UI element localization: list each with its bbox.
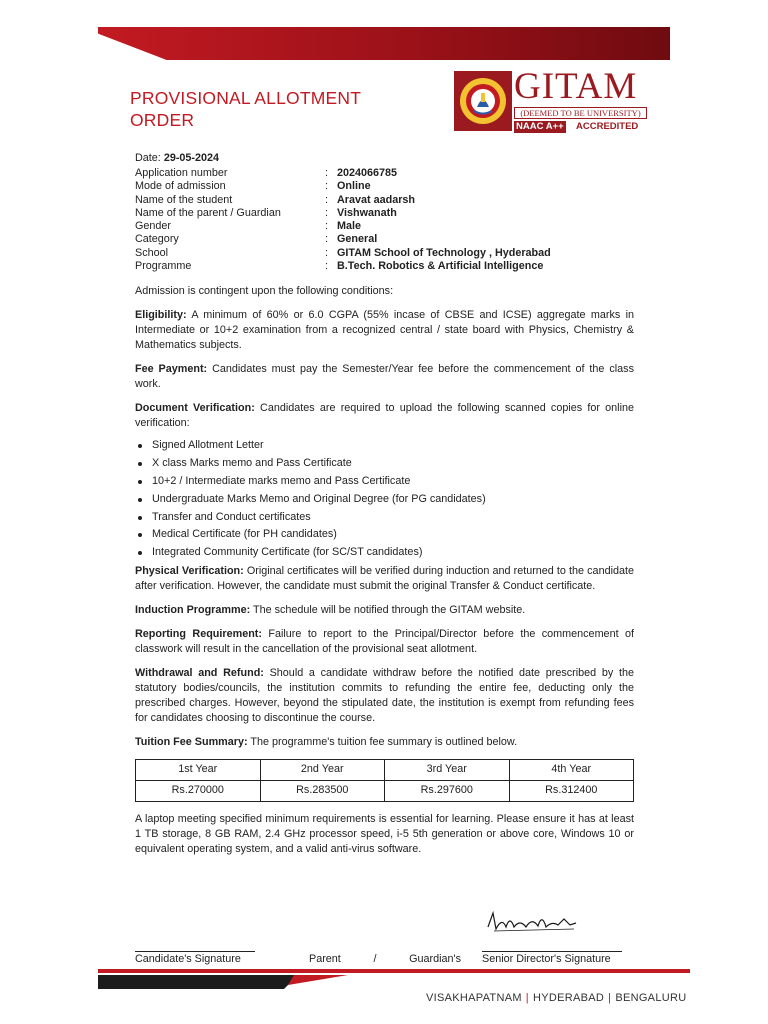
detail-value: Vishwanath bbox=[337, 206, 397, 219]
list-item: Signed Allotment Letter bbox=[135, 437, 634, 455]
naac-badge: NAAC A++ bbox=[516, 121, 564, 132]
candidate-signature-label: Candidate's Signature bbox=[135, 953, 241, 965]
detail-label: Programme bbox=[135, 260, 192, 273]
footer-campuses: VISAKHAPATNAM | HYDERABAD | BENGALURU bbox=[426, 992, 687, 1004]
accredited-label: ACCREDITED bbox=[576, 121, 639, 132]
list-item: Medical Certificate (for PH candidates) bbox=[135, 526, 634, 544]
logo-brand: GITAM bbox=[514, 66, 638, 107]
director-signature-label: Senior Director's Signature bbox=[482, 953, 611, 965]
reporting-heading: Reporting Requirement: bbox=[135, 627, 262, 640]
table-row bbox=[136, 780, 634, 801]
list-item: 10+2 / Intermediate marks memo and Pass Certificate bbox=[135, 473, 634, 491]
physical-verification-text: Original certificates will be verified during induction and returned to the candidate after verification. However, the candidate must submit the original Transfer & Conduct certificate. bbox=[135, 564, 634, 592]
list-item: Transfer and Conduct certificates bbox=[135, 509, 634, 527]
list-item: Undergraduate Marks Memo and Original Degree (for PG candidates) bbox=[135, 491, 634, 509]
tuition-text: The programme's tuition fee summary is outlined below. bbox=[247, 735, 518, 748]
detail-value: General bbox=[337, 233, 378, 246]
eligibility-paragraph bbox=[135, 308, 634, 353]
detail-row: Name of the student : Aravat aadarsh bbox=[135, 193, 416, 206]
fee-payment-heading: Fee Payment: bbox=[135, 363, 208, 376]
detail-label: Application number bbox=[135, 167, 228, 179]
detail-label: Mode of admission bbox=[135, 180, 226, 193]
table-header-cell: 4th Year bbox=[509, 759, 634, 780]
detail-row: Name of the parent / Guardian : Vishwanath bbox=[135, 206, 397, 219]
date-value: 29-05-2024 bbox=[163, 152, 220, 164]
detail-row: Application number : 2024066785 bbox=[135, 167, 398, 179]
table-cell: Rs.270000 bbox=[136, 780, 261, 801]
fee-payment-paragraph bbox=[135, 362, 634, 392]
gitam-seal-icon bbox=[454, 71, 512, 131]
withdrawal-paragraph bbox=[135, 666, 634, 726]
detail-row: Programme : B.Tech. Robotics & Artificial Intelligence bbox=[135, 260, 544, 273]
eligibility-heading: Eligibility: bbox=[135, 309, 187, 322]
withdrawal-heading: Withdrawal and Refund: bbox=[135, 666, 264, 679]
campus-name: BENGALURU bbox=[615, 992, 687, 1004]
document-verification-heading: Document Verification: bbox=[135, 402, 255, 415]
detail-row: Gender : Male bbox=[135, 220, 362, 233]
footer-banner bbox=[98, 969, 690, 991]
applicant-details bbox=[135, 167, 634, 273]
logo-deemed: (DEEMED TO BE UNIVERSITY) bbox=[514, 107, 647, 119]
signature-row bbox=[135, 951, 634, 971]
document-verification-text: Candidates are required to upload the following scanned copies for online verification: bbox=[135, 402, 634, 430]
list-item: Integrated Community Certificate (for SC/ST candidates) bbox=[135, 544, 634, 562]
table-header-cell: 3rd Year bbox=[385, 759, 510, 780]
detail-label: Name of the parent / Guardian bbox=[135, 206, 281, 219]
laptop-requirement-paragraph: A laptop meeting specified minimum requirements is essential for learning. Please ensure it has at least 1 TB storage, 8 GB RAM, 2.4 GHz processor speed, i-5 5th generation or above core, Windows 10 or equivalent operating system, and a valid anti-virus software. bbox=[135, 812, 634, 855]
required-documents-list bbox=[135, 437, 634, 562]
fee-payment-text: Candidates must pay the Semester/Year fee before the commencement of the class work. bbox=[135, 363, 634, 391]
eligibility-text: A minimum of 60% or 6.0 CGPA (55% incase of CBSE and ICSE) aggregate marks in Intermediate or 10+2 examination from a recognized central / state board with Physics, Chemistry & Mathematics subjects. bbox=[135, 309, 634, 352]
conditions-intro: Admission is contingent upon the following conditions: bbox=[135, 285, 394, 298]
detail-label: Gender bbox=[135, 220, 172, 233]
tuition-heading: Tuition Fee Summary: bbox=[135, 735, 248, 748]
director-signature-line bbox=[482, 951, 622, 952]
table-cell: Rs.312400 bbox=[509, 780, 634, 801]
detail-value: Aravat aadarsh bbox=[337, 193, 416, 206]
induction-heading: Induction Programme: bbox=[135, 603, 251, 616]
physical-verification-paragraph bbox=[135, 564, 634, 594]
tuition-paragraph bbox=[135, 735, 634, 750]
induction-text: The schedule will be notified through the GITAM website. bbox=[250, 603, 526, 616]
date-label: Date: bbox=[135, 152, 161, 164]
detail-value: GITAM School of Technology , Hyderabad bbox=[337, 246, 551, 259]
detail-value: B.Tech. Robotics & Artificial Intelligence bbox=[337, 260, 544, 273]
physical-verification-heading: Physical Verification: bbox=[135, 564, 244, 577]
detail-value: Male bbox=[337, 220, 362, 233]
gitam-logo bbox=[454, 66, 654, 133]
table-cell: Rs.283500 bbox=[260, 780, 385, 801]
reporting-paragraph bbox=[135, 627, 634, 657]
campus-name: VISAKHAPATNAM bbox=[426, 992, 522, 1004]
director-signature-icon bbox=[484, 907, 584, 937]
list-item: X class Marks memo and Pass Certificate bbox=[135, 455, 634, 473]
tuition-fee-table bbox=[135, 759, 634, 802]
withdrawal-text: Should a candidate withdraw before the notified date prescribed by the statutory bodies/councils, the institution commits to refunding the entire fee, deducting only the prescribed charges. However, beyond the stipulated date, the institution is exempt from refunding fees for candidates choosing to discontinue the course. bbox=[135, 666, 635, 724]
detail-label: Category bbox=[135, 233, 179, 246]
header-banner bbox=[98, 27, 670, 60]
detail-value: 2024066785 bbox=[337, 167, 398, 179]
detail-row: Category : General bbox=[135, 233, 378, 246]
document-verification-paragraph bbox=[135, 401, 634, 431]
detail-row: Mode of admission : Online bbox=[135, 180, 371, 193]
table-cell: Rs.297600 bbox=[385, 780, 510, 801]
detail-label: Name of the student bbox=[135, 193, 233, 206]
table-row bbox=[136, 759, 634, 780]
candidate-signature-line bbox=[135, 951, 255, 952]
detail-row: School : GITAM School of Technology , Hyderabad bbox=[135, 246, 551, 259]
page-title: PROVISIONAL ALLOTMENT ORDER bbox=[130, 88, 361, 130]
detail-value: Online bbox=[337, 180, 371, 193]
table-header-cell: 1st Year bbox=[136, 759, 261, 780]
detail-label: School bbox=[135, 246, 169, 259]
induction-paragraph bbox=[135, 603, 634, 618]
parent-signature-label: Parent / Guardian's bbox=[309, 953, 461, 965]
table-header-cell: 2nd Year bbox=[260, 759, 385, 780]
reporting-text: Failure to report to the Principal/Director before the commencement of classwork will result in the cancellation of the provisional seat allotment. bbox=[135, 627, 634, 655]
document-body bbox=[135, 151, 634, 857]
campus-name: HYDERABAD bbox=[532, 992, 605, 1004]
issue-date bbox=[135, 151, 634, 166]
